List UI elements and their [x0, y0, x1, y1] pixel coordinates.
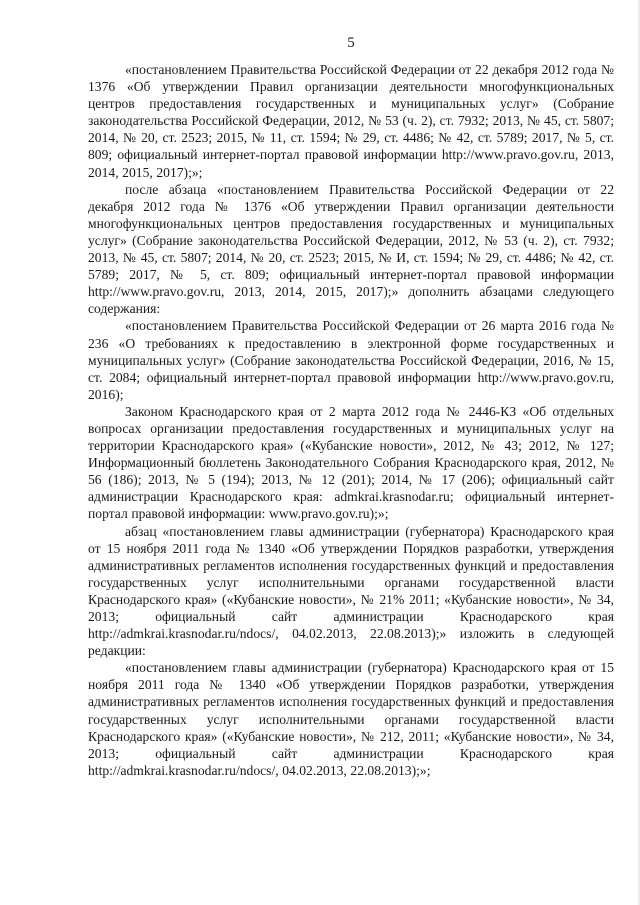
paragraph-3: «постановлением Правительства Российской Федерации от 26 марта 2016 года № 236 «О требованиях к предоставлению в электронной форме государственных и муниципальных услуг» (Собрание законодательства Российской Федерации, 2016, № 15, ст. 2084; официальный интернет-портал правовой информации http://www.pravo.gov.ru, 2016);: [88, 318, 614, 402]
page-number: 5: [347, 35, 355, 51]
paragraph-5: абзац «постановлением главы администрации (губернатора) Краснодарского края от 15 ноября 2011 года № 1340 «Об утверждении Порядков разработки, утверждения административных регламентов исполнения государственных функций и предоставления государственных услуг исполнительными органами государственной власти Краснодарского края» («Кубанские новости», № 21% 2011; «Кубанские новости», № 34, 2013; официальный сайт администрации Краснодарского края http://admkrai.krasnodar.ru/ndocs/, 04.02.2013, 22.08.2013);» изложить в следующей редакции:: [88, 523, 614, 659]
paragraph-4: Законом Краснодарского края от 2 марта 2012 года № 2446-КЗ «Об отдельных вопросах организации предоставления государственных и муниципальных услуг на территории Краснодарского края» («Кубанские новости», 2012, № 43; 2012, № 127; Информационный бюллетень Законодательного Собрания Краснодарского края, 2012, № 56 (186); 2013, № 5 (194); 2013, № 12 (201); 2014, № 17 (206); официальный сайт администрации Краснодарского края: admkrai.krasnodar.ru; официальный интернет-портал правовой информации: www.pravo.gov.ru);»;: [88, 403, 614, 522]
paragraph-1: «постановлением Правительства Российской Федерации от 22 декабря 2012 года № 1376 «Об утверждении Правил организации деятельности многофункциональных центров предоставления государственных и муниципальных услуг» (Собрание законодательства Российской Федерации, 2012, № 53 (ч. 2), ст. 7932; 2013, № 45, ст. 5807; 2014, № 20, ст. 2523; 2015, № 11, ст. 1594; № 29, ст. 4486; № 42, ст. 5789; 2017, № 5, ст. 809; официальный интернет-портал правовой информации http://www.pravo.gov.ru, 2013, 2014, 2015, 2017);»;: [88, 62, 614, 180]
paragraph-2: после абзаца «постановлением Правительства Российской Федерации от 22 декабря 2012 года № 1376 «Об утверждении Правил организации деятельности многофункциональных центров предоставления государственных и муниципальных услуг» (Собрание законодательства Российской Федерации, 2012, № 53 (ч. 2), ст. 7932; 2013, № 45, ст. 5807; 2014, № 20, ст. 2523; 2015, № И, ст. 1594; № 29, ст. 4486; № 42, ст. 5789; 2017, № 5, ст. 809; официальный интернет-портал правовой информации http://www.pravo.gov.ru, 2013, 2014, 2015, 2017);» дополнить абзацами следующего содержания:: [88, 181, 614, 317]
paragraph-6: «постановлением главы администрации (губернатора) Краснодарского края от 15 ноября 2011 года № 1340 «Об утверждении Порядков разработки, утверждения административных регламентов исполнения государственных функций и предоставления государственных услуг исполнительными органами государственной власти Краснодарского края» («Кубанские новости», № 212, 2011; «Кубанские новости», № 34, 2013; официальный сайт администрации Краснодарского края http://admkrai.krasnodar.ru/ndocs/, 04.02.2013, 22.08.2013);»;: [88, 660, 614, 778]
